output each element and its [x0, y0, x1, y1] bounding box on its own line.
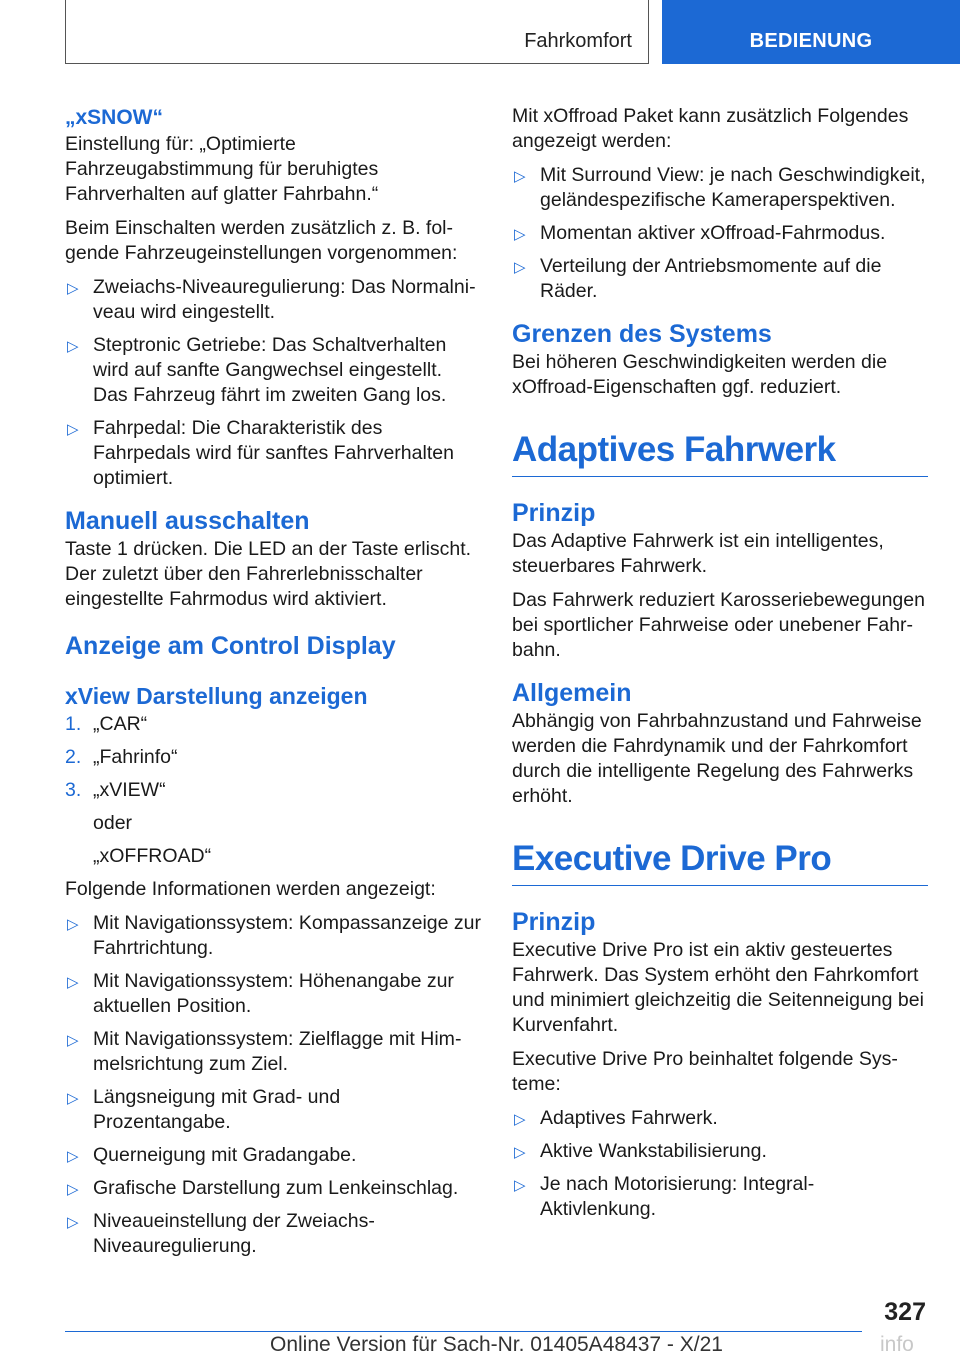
list-item: ▷ Verteilung der Antriebsmomente auf die Räder. [514, 255, 882, 302]
list-item: ▷ Fahrpedal: Die Charakteristik des Fahrpedals wird für sanftes Fahrverhalten optimiert. [67, 417, 454, 489]
limits-text: Bei höheren Geschwindigkeiten werden die xOffroad-Eigenschaften ggf. reduziert. [512, 351, 888, 398]
executive-drive-chapter-title: Executive Drive Pro [512, 837, 928, 886]
list-item: ▷ Mit Navigationssystem: Kompassanzeige zur Fahrtrichtung. [67, 912, 481, 959]
manual-off-text: Taste 1 drücken. Die LED an der Taste erlischt. Der zuletzt über den Fahrerlebnisschalter eingestellte Fahrmodus wird aktiviert. [65, 538, 472, 610]
adaptive-principle-text-1: Das Adaptive Fahrwerk ist ein intelligentes, steuerbares Fahrwerk. [512, 530, 884, 577]
step-item: 2. „Fahrinfo“ [65, 746, 178, 768]
triangle-bullet-icon: ▷ [67, 338, 79, 355]
page-header [0, 0, 960, 66]
limits-heading: Grenzen des Systems [512, 320, 772, 348]
header-chapter-label: BEDIENUNG [749, 30, 873, 52]
page-number: 327 [884, 1298, 926, 1326]
online-version-note: Online Version für Sach-Nr. 01405A48437 - X/21 [270, 1333, 723, 1356]
right-column [512, 104, 928, 1230]
adaptive-principle-text-2: Das Fahrwerk reduziert Karosseriebewegungen bei sportlicher Fahrweise oder unebener Fahrbahn. [512, 589, 925, 661]
xsnow-heading: „xSNOW“ [65, 106, 164, 129]
info-intro: Folgende Informationen werden angezeigt: [65, 878, 436, 900]
triangle-bullet-icon: ▷ [67, 1181, 79, 1198]
list-item: ▷ Mit Surround View: je nach Geschwindigkeit, geländespezifische Kameraperspektiven. [514, 164, 926, 211]
list-item: ▷ Mit Navigationssystem: Zielflagge mit Himmelsrichtung zum Ziel. [67, 1028, 462, 1075]
step-item: 3. „xVIEW“ [65, 779, 166, 801]
step-or: oder [93, 812, 133, 834]
adaptive-chassis-chapter-title: Adaptives Fahrwerk [512, 428, 928, 477]
general-heading: Allgemein [512, 679, 632, 707]
triangle-bullet-icon: ▷ [514, 1177, 526, 1194]
executive-principle-heading: Prinzip [512, 908, 596, 936]
list-item: ▷ Steptronic Getriebe: Das Schaltverhalten wird auf sanfte Gangwechsel eingestellt. Das Fahrzeug fährt im zweiten Gang los. [67, 334, 447, 406]
general-text: Abhängig von Fahrbahnzustand und Fahrweise werden die Fahrdynamik und der Fahrkomfort durch die intelligente Regelung des Fahrwerks erhöht. [512, 710, 922, 807]
triangle-bullet-icon: ▷ [514, 168, 526, 185]
executive-text-1: Executive Drive Pro ist ein aktiv gesteuertes Fahrwerk. Das System erhöht den Fahrkomfort und minimiert gleichzeitig die Seitenneigung bei Kurvenfahrt. [512, 939, 924, 1036]
triangle-bullet-icon: ▷ [514, 226, 526, 243]
xview-steps [65, 712, 481, 803]
control-display-heading: Anzeige am Control Display [65, 632, 396, 660]
triangle-bullet-icon: ▷ [514, 259, 526, 276]
watermark-text: info [880, 1333, 914, 1356]
list-item: ▷ Aktive Wankstabilisierung. [512, 1139, 928, 1164]
xsnow-intro: Beim Einschalten werden zusätzlich z. B. folgende Fahrzeugeinstellungen vorgenommen: [65, 217, 458, 264]
header-chapter-tab[interactable] [662, 0, 960, 64]
info-list [65, 911, 481, 1259]
triangle-bullet-icon: ▷ [67, 1148, 79, 1165]
triangle-bullet-icon: ▷ [514, 1111, 526, 1128]
left-column [65, 104, 481, 1267]
list-item: ▷ Grafische Darstellung zum Lenkeinschlag. [65, 1176, 481, 1201]
triangle-bullet-icon: ▷ [67, 1090, 79, 1107]
xview-heading: xView Darstellung anzeigen [65, 683, 368, 709]
header-section-box [65, 0, 649, 64]
xsnow-setting: Einstellung für: „Optimierte Fahrzeugabstimmung für beruhigtes Fahrverhalten auf glatter Fahrbahn.“ [65, 133, 379, 205]
adaptive-principle-heading: Prinzip [512, 499, 596, 527]
list-item: ▷ Adaptives Fahrwerk. [512, 1106, 928, 1131]
triangle-bullet-icon: ▷ [67, 1214, 79, 1231]
list-item: ▷ Momentan aktiver xOffroad-Fahrmodus. [512, 221, 928, 246]
triangle-bullet-icon: ▷ [67, 280, 79, 297]
triangle-bullet-icon: ▷ [67, 1032, 79, 1049]
list-item: ▷ Je nach Motorisierung: Integral-Aktivlenkung. [514, 1173, 815, 1220]
list-item: ▷ Mit Navigationssystem: Höhenangabe zur aktuellen Position. [67, 970, 454, 1017]
executive-text-2: Executive Drive Pro beinhaltet folgende Systeme: [512, 1048, 898, 1095]
triangle-bullet-icon: ▷ [67, 421, 79, 438]
manual-off-heading: Manuell ausschalten [65, 507, 310, 535]
offroad-list [512, 163, 928, 304]
offroad-intro: Mit xOffroad Paket kann zusätzlich Folgendes angezeigt werden: [512, 105, 909, 152]
triangle-bullet-icon: ▷ [514, 1144, 526, 1161]
triangle-bullet-icon: ▷ [67, 974, 79, 991]
step-item: 1. „CAR“ [65, 713, 148, 735]
list-item: ▷ Zweiachs-Niveauregulierung: Das Normalniveau wird eingestellt. [67, 276, 476, 323]
list-item: ▷ Niveaueinstellung der Zweiachs-Niveauregulierung. [67, 1210, 375, 1257]
list-item: ▷ Querneigung mit Gradangabe. [65, 1143, 481, 1168]
header-section-title: Fahrkomfort [524, 30, 632, 52]
xsnow-list [65, 275, 481, 491]
triangle-bullet-icon: ▷ [67, 916, 79, 933]
step-alt: „xOFFROAD“ [93, 845, 212, 867]
executive-list [512, 1106, 928, 1222]
list-item: ▷ Längsneigung mit Grad- und Prozentangabe. [67, 1086, 341, 1133]
footer-divider [65, 1331, 862, 1332]
